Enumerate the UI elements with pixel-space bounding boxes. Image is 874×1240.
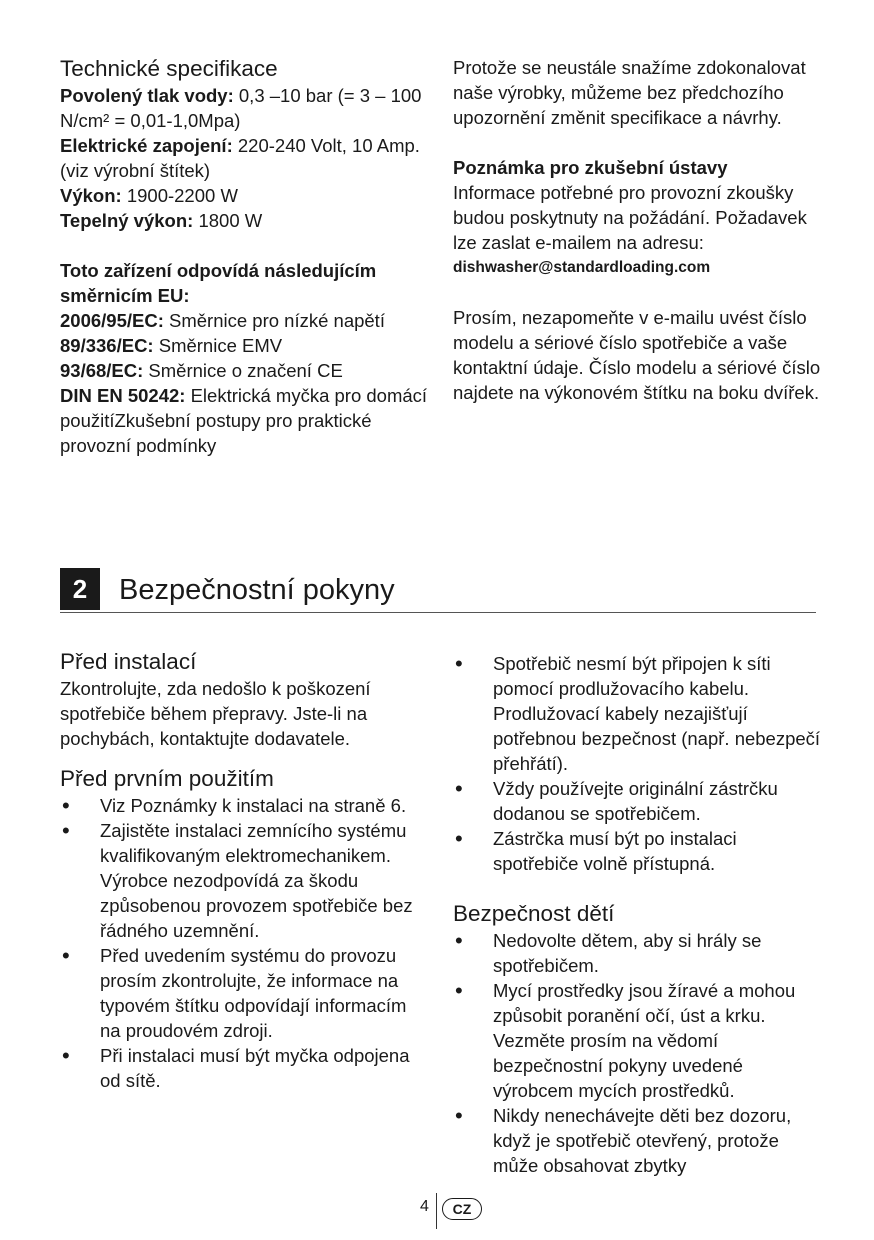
language-badge: CZ (442, 1198, 482, 1220)
list-item: • Mycí prostředky jsou žíravé a mohou způsobit poranění očí, úst a krku. Vezměte prosím na vědomí bezpečnostní pokyny uvedené výrobcem mycích prostředků. (453, 978, 823, 1103)
first-use-list (60, 793, 432, 1093)
list-item: • Viz Poznámky k instalaci na straně 6. (60, 793, 432, 818)
list-item: • Nedovolte dětem, aby si hrály se spotřebičem. (453, 928, 823, 978)
section-number: 2 (60, 568, 100, 610)
test-institutes-heading: Poznámka pro zkušební ústavy (453, 157, 728, 178)
install-safety-list (453, 651, 823, 876)
water-pressure: Povolený tlak vody: 0,3 –10 bar (= 3 – 100 N/cm² = 0,01-1,0Mpa) (60, 85, 422, 131)
page-number: 4 (420, 1198, 429, 1215)
first-use-heading: Před prvním použitím (60, 766, 274, 791)
directive-item: 89/336/EC: Směrnice EMV (60, 335, 283, 356)
tech-specs-block (60, 55, 430, 458)
power: Výkon: 1900-2200 W (60, 185, 238, 206)
directive-item: DIN EN 50242: Elektrická myčka pro domácí použitíZkušební postupy pro praktické provozní podmínky (60, 385, 428, 456)
list-item: • Vždy používejte originální zástrčku dodanou se spotřebičem. (453, 776, 823, 826)
directive-item: 2006/95/EC: Směrnice pro nízké napětí (60, 310, 385, 331)
contact-email: dishwasher@standardloading.com (453, 259, 711, 276)
child-safety-heading: Bezpečnost dětí (453, 901, 615, 926)
directives-intro: Toto zařízení odpovídá následujícím směrnicím EU: (60, 260, 377, 306)
email-reminder: Prosím, nezapomeňte v e-mailu uvést číslo modelu a sériové číslo spotřebiče a vaše kontaktní údaje. Číslo modelu a sériové číslo najdete na výkonovém štítku na boku dvířek. (453, 307, 821, 403)
bottom-left-block (60, 648, 432, 1093)
child-safety-list (453, 928, 823, 1178)
list-item: • Zástrčka musí být po instalaci spotřebiče volně přístupná. (453, 826, 823, 876)
list-item: • Při instalaci musí být myčka odpojena od sítě. (60, 1043, 432, 1093)
list-item: • Spotřebič nesmí být připojen k síti pomocí prodlužovacího kabelu. Prodlužovací kabely nezajišťují potřebnou bezpečnost (např. nebezpečí přehřátí). (453, 651, 823, 776)
test-institutes-text: Informace potřebné pro provozní zkoušky budou poskytnuty na požádání. Požadavek lze zaslat e-mailem na adresu: (453, 182, 807, 253)
improvement-notice: Protože se neustále snažíme zdokonalovat naše výrobky, můžeme bez předchozího upozornění změnit specifikace a návrhy. (453, 57, 806, 128)
list-item: • Zajistěte instalaci zemnícího systému kvalifikovaným elektromechanikem. Výrobce nezodpovídá za škodu způsobenou provozem spotřebiče bez řádného uzemnění. (60, 818, 432, 943)
section-header (60, 568, 816, 613)
before-install-text: Zkontrolujte, zda nedošlo k poškození spotřebiče během přepravy. Jste-li na pochybách, kontaktujte dodavatele. (60, 678, 371, 749)
heating-power: Tepelný výkon: 1800 W (60, 210, 263, 231)
electrical-connection: Elektrické zapojení: 220-240 Volt, 10 Amp. (viz výrobní štítek) (60, 135, 420, 181)
footer-divider (436, 1193, 437, 1229)
before-install-heading: Před instalací (60, 649, 197, 674)
list-item: • Nikdy nenechávejte děti bez dozoru, když je spotřebič otevřený, protože může obsahovat zbytky (453, 1103, 823, 1178)
right-top-block (453, 55, 823, 405)
section-title: Bezpečnostní pokyny (119, 574, 395, 606)
bottom-right-block (453, 651, 823, 1178)
directive-item: 93/68/EC: Směrnice o značení CE (60, 360, 343, 381)
list-item: • Před uvedením systému do provozu prosím zkontrolujte, že informace na typovém štítku odpovídají informacím na proudovém zdroji. (60, 943, 432, 1043)
tech-specs-heading: Technické specifikace (60, 56, 278, 81)
